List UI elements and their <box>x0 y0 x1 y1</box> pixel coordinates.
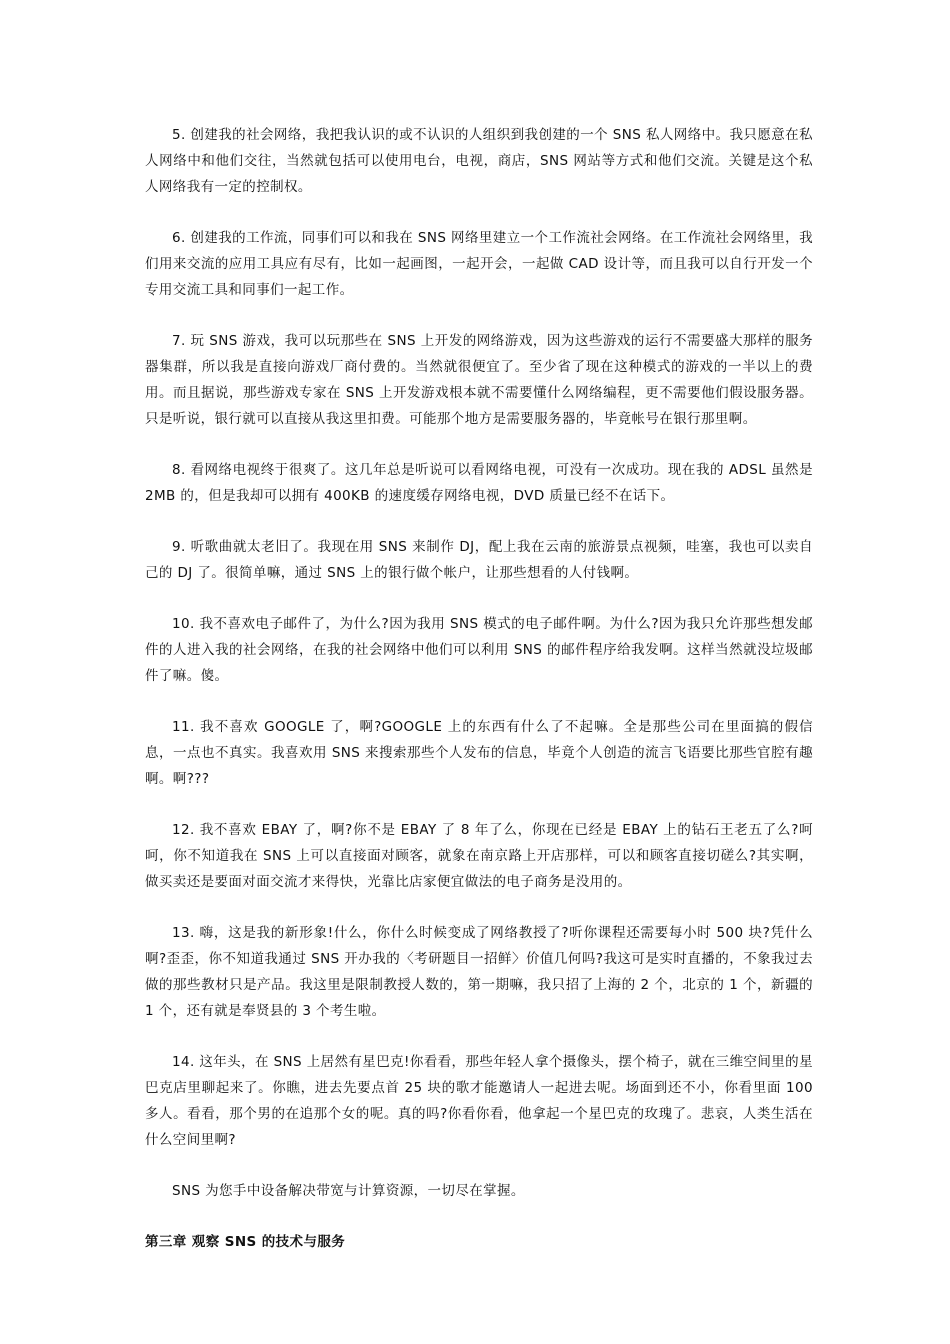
paragraph-item-10: 10. 我不喜欢电子邮件了，为什么?因为我用 SNS 模式的电子邮件啊。为什么?因为我只允许那些想发邮件的人进入我的社会网络，在我的社会网络中他们可以利用 SNS 的邮件程序给我发啊。这样当然就没垃圾邮件了嘛。傻。 <box>145 616 813 684</box>
paragraph-item-8: 8. 看网络电视终于很爽了。这几年总是听说可以看网络电视，可没有一次成功。现在我的 ADSL 虽然是 2MB 的，但是我却可以拥有 400KB 的速度缓存网络电视，DVD 质量已经不在话下。 <box>145 462 813 504</box>
paragraph-item-9: 9. 听歌曲就太老旧了。我现在用 SNS 来制作 DJ，配上我在云南的旅游景点视频，哇塞，我也可以卖自己的 DJ 了。很简单嘛，通过 SNS 上的银行做个帐户，让那些想看的人付钱啊。 <box>145 539 813 581</box>
paragraph-item-13: 13. 嗨，这是我的新形象!什么，你什么时候变成了网络教授了?听你课程还需要每小时 500 块?凭什么啊?歪歪，你不知道我通过 SNS 开办我的〈考研题目一招鲜〉价值几何吗?我这可是实时直播的，不象我过去做的那些教材只是产品。我这里是限制教授人数的，第一期嘛，我只招了上海的 2 个，北京的 1 个，新疆的 1 个，还有就是奉贤县的 3 个考生啦。 <box>145 925 813 1019</box>
paragraph-item-14: 14. 这年头，在 SNS 上居然有星巴克!你看看，那些年轻人拿个摄像头，摆个椅子，就在三维空间里的星巴克店里聊起来了。你瞧，进去先要点首 25 块的歌才能邀请人一起进去呢。场面到还不小，你看里面 100 多人。看看，那个男的在追那个女的呢。真的吗?你看你看，他拿起一个星巴克的玫瑰了。悲哀，人类生活在什么空间里啊? <box>145 1054 813 1148</box>
paragraph-item-11: 11. 我不喜欢 GOOGLE 了，啊?GOOGLE 上的东西有什么了不起嘛。全是那些公司在里面搞的假信息，一点也不真实。我喜欢用 SNS 来搜索那些个人发布的信息，毕竟个人创造的流言飞语要比那些官腔有趣啊。啊??? <box>145 719 813 787</box>
paragraph-item-12: 12. 我不喜欢 EBAY 了，啊?你不是 EBAY 了 8 年了么，你现在已经是 EBAY 上的钻石王老五了么?呵呵，你不知道我在 SNS 上可以直接面对顾客，就象在南京路上开店那样，可以和顾客直接切磋么?其实啊，做买卖还是要面对面交流才来得快，光靠比店家便宜做法的电子商务是没用的。 <box>145 822 813 890</box>
paragraph-item-6: 6. 创建我的工作流，同事们可以和我在 SNS 网络里建立一个工作流社会网络。在工作流社会网络里，我们用来交流的应用工具应有尽有，比如一起画图，一起开会，一起做 CAD 设计等，而且我可以自行开发一个专用交流工具和同事们一起工作。 <box>145 230 813 298</box>
summary-paragraph: SNS 为您手中设备解决带宽与计算资源，一切尽在掌握。 <box>172 1183 525 1199</box>
document-body <box>145 122 813 1255</box>
chapter-heading: 第三章 观察 SNS 的技术与服务 <box>145 1234 346 1250</box>
paragraph-item-5: 5. 创建我的社会网络，我把我认识的或不认识的人组织到我创建的一个 SNS 私人网络中。我只愿意在私人网络中和他们交往，当然就包括可以使用电台，电视，商店，SNS 网站等方式和他们交流。关键是这个私人网络我有一定的控制权。 <box>145 127 813 195</box>
paragraph-item-7: 7. 玩 SNS 游戏，我可以玩那些在 SNS 上开发的网络游戏，因为这些游戏的运行不需要盛大那样的服务器集群，所以我是直接向游戏厂商付费的。当然就很便宜了。至少省了现在这种模式的游戏的一半以上的费用。而且据说，那些游戏专家在 SNS 上开发游戏根本就不需要懂什么网络编程，更不需要他们假设服务器。只是听说，银行就可以直接从我这里扣费。可能那个地方是需要服务器的，毕竟帐号在银行那里啊。 <box>145 333 813 427</box>
